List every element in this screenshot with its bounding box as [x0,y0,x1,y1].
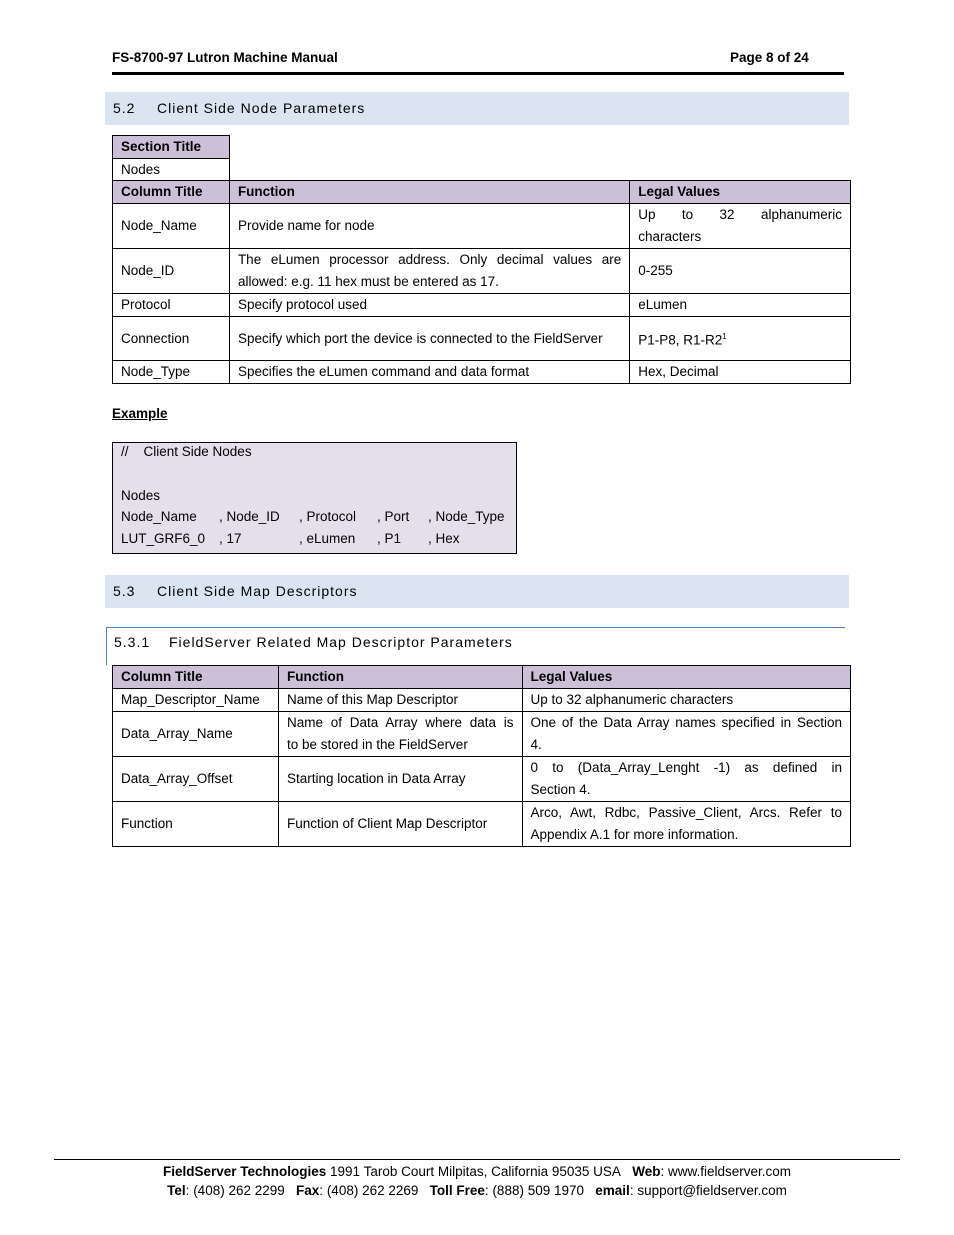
table-row [113,204,851,249]
code-row-col: LUT_GRF6_0 [121,531,206,546]
example-label: Example [112,406,168,421]
table-row [113,802,851,847]
function-line: Name of Data Array where data is [286,715,514,730]
legal-line: Arco, Awt, Rdbc, Passive_Client, Arcs. Refer to [530,805,842,820]
cell-title: Protocol [113,294,230,317]
column-header: Column Title [113,666,279,689]
legal-line: Section 4. [530,782,591,797]
footer-tollfree-label: Toll Free [429,1183,485,1198]
legal-line: Appendix A.1 for more information. [530,827,739,842]
code-keyword: Nodes [121,488,161,503]
section-title-table [112,135,230,182]
cell-legal: 0-255 [630,249,851,294]
cell-legal: Hex, Decimal [630,361,851,384]
cell-legal: eLumen [630,294,851,317]
section-title: Client Side Node Parameters [157,100,366,116]
table-row [113,317,851,361]
footer-tel: (408) 262 2299 [193,1183,285,1198]
cell-title: Data_Array_Offset [113,757,279,802]
subsection-heading-5-3-1 [106,627,845,665]
cell-function: Provide name for node [229,204,629,249]
legal-line: 0 to (Data_Array_Lenght -1) as defined in [530,760,842,775]
table-header-row [113,181,851,204]
footer-tel-label: Tel [167,1183,186,1198]
code-header-col: , Node_Type [428,509,505,524]
cell-function: Starting location in Data Array [278,757,522,802]
section-title-value: Nodes [113,159,230,182]
code-row-col: , 17 [219,531,242,546]
code-row-col: , Hex [428,531,460,546]
cell-function: Specify which port the device is connected to the FieldServer [229,317,629,361]
code-header-col: , Node_ID [219,509,280,524]
column-header: Legal Values [630,181,851,204]
node-parameters-table [112,180,851,384]
page-number: Page 8 of 24 [730,50,809,65]
code-comment: // Client Side Nodes [121,444,252,459]
column-header: Function [278,666,522,689]
example-code-box [112,442,517,554]
cell-legal [522,802,850,847]
section-heading-5-3 [105,575,849,608]
cell-title: Connection [113,317,230,361]
cell-legal [522,712,850,757]
cell-function: Specify protocol used [229,294,629,317]
footnote-marker[interactable]: 1 [722,331,727,341]
subsection-title: FieldServer Related Map Descriptor Parameters [169,634,513,650]
footer-company: FieldServer Technologies [162,1164,327,1179]
table-row [113,712,851,757]
table-row [113,757,851,802]
cell-legal [522,757,850,802]
section-number: 5.2 [113,100,136,116]
section-title: Client Side Map Descriptors [157,583,358,599]
footer-web-link[interactable]: www.fieldserver.com [668,1164,792,1179]
cell-title: Data_Array_Name [113,712,279,757]
cell-title: Node_Name [113,204,230,249]
column-header: Legal Values [522,666,850,689]
cell-function: The eLumen processor address. Only decimal values are allowed: e.g. 11 hex must be entered as 17. [229,249,629,294]
cell-title: Node_Type [113,361,230,384]
footer-line-2: Tel: (408) 262 2299 Fax: (408) 262 2269 Toll Free: (888) 509 1970 email: support@fieldserver.com [167,1183,787,1198]
code-header-col: Node_Name [121,509,197,524]
cell-function [278,712,522,757]
cell-legal [630,317,851,361]
legal-value: P1-P8, R1-R2 [638,332,723,348]
code-row-col: , P1 [377,531,402,546]
column-header: Function [229,181,629,204]
legal-line: 4. [530,737,542,752]
footer-fax: (408) 262 2269 [326,1183,419,1198]
subsection-number: 5.3.1 [114,634,151,650]
function-line: to be stored in the FieldServer [286,737,468,752]
code-row-col: , eLumen [299,531,356,546]
footer-rule [54,1159,900,1160]
cell-title: Node_ID [113,249,230,294]
cell-function: Specifies the eLumen command and data format [229,361,629,384]
footer-line-1: FieldServer Technologies 1991 Tarob Court Milpitas, California 95035 USA Web: www.fieldserver.com [162,1164,792,1179]
cell-legal: Up to 32 alphanumeric characters [630,204,851,249]
section-title-header: Section Title [113,136,230,159]
section-number: 5.3 [113,583,136,599]
cell-function: Function of Client Map Descriptor [278,802,522,847]
code-header-col: , Protocol [299,509,357,524]
footer-email-link[interactable]: support@fieldserver.com [637,1183,787,1198]
legal-line: One of the Data Array names specified in Section [530,715,842,730]
footer-web-label: Web [632,1164,661,1179]
cell-function: Name of this Map Descriptor [278,689,522,712]
cell-title: Map_Descriptor_Name [113,689,279,712]
code-header-col: , Port [377,509,410,524]
section-heading-5-2 [105,92,849,125]
cell-legal: Up to 32 alphanumeric characters [522,689,850,712]
table-row [113,361,851,384]
table-row [113,689,851,712]
footer-tollfree: (888) 509 1970 [492,1183,585,1198]
document-title: FS-8700-97 Lutron Machine Manual [112,50,338,65]
footer-address: 1991 Tarob Court Milpitas, California 95035 USA [330,1164,621,1179]
cell-title: Function [113,802,279,847]
table-row [113,294,851,317]
footer-email-label: email [595,1183,630,1198]
table-header-row [113,666,851,689]
column-header: Column Title [113,181,230,204]
footer-fax-label: Fax [296,1183,320,1198]
table-row [113,249,851,294]
map-descriptor-table [112,665,851,847]
header-rule [112,72,844,75]
